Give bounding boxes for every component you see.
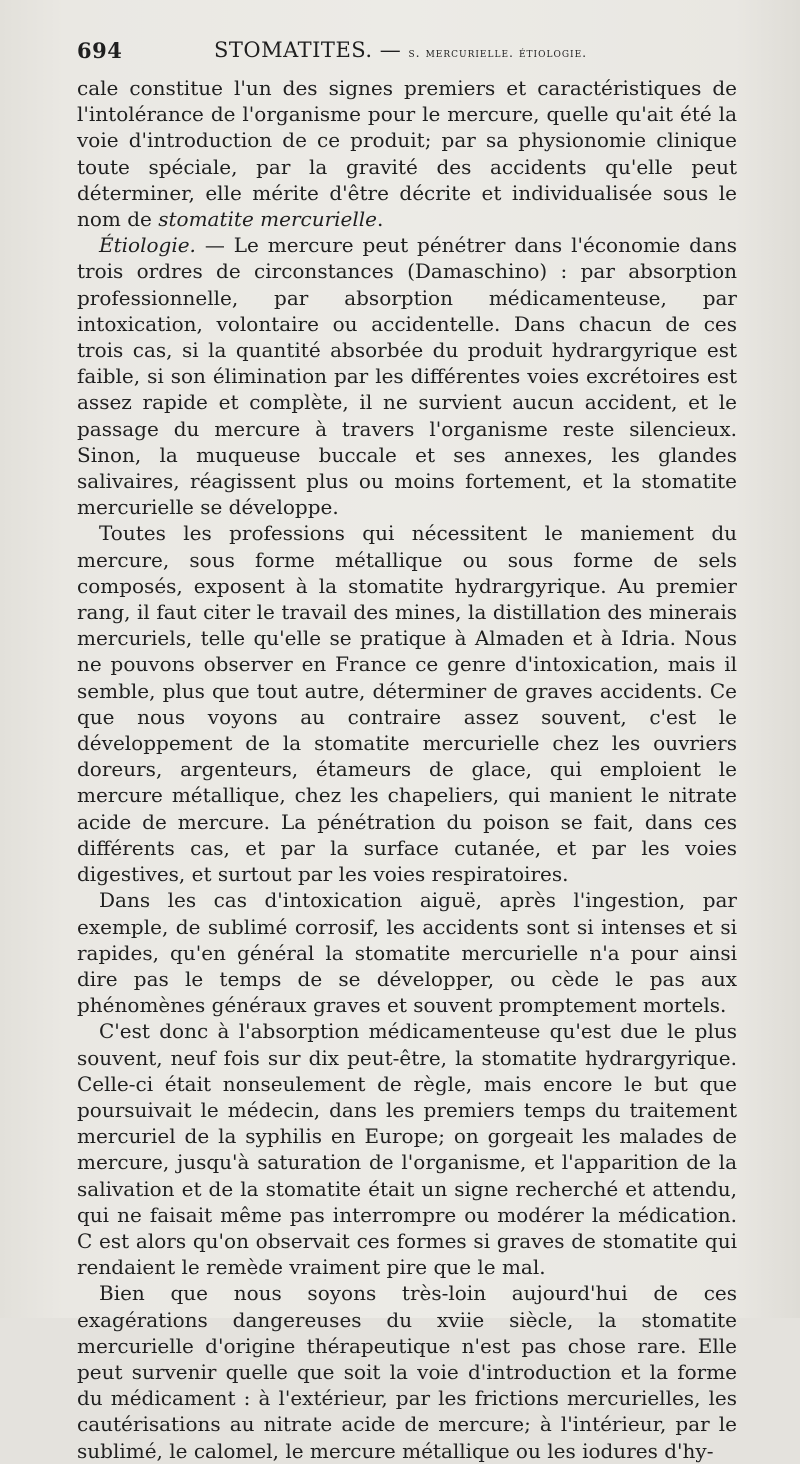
paragraph-1 — [77, 75, 737, 232]
running-head — [214, 38, 587, 62]
paragraph-6: Bien que nous soyons très-loin aujourd'hui de ces exagérations dangereuses du xviie siècle, la stomatite mercurielle d'origine thérapeutique n'est pas chose rare. Elle peut survenir quelle que soit la voie d'introduction et la forme du médicament : à l'extérieur, par les frictions mercurielles, les cautérisations au nitrate acide de mercure; à l'intérieur, par le sublimé, le calomel, le mercure métallique ou les iodures d'hy- — [77, 1281, 737, 1463]
paragraph-5: C'est donc à l'absorption médicamenteuse qu'est due le plus souvent, neuf fois sur dix peut-être, la stomatite hydrargyrique. Celle-ci était nonseulement de règle, mais encore le but que poursuivait le médecin, dans les premiers temps du traitement mercuriel de la syphilis en Europe; on gorgeait les malades de mercure, jusqu'à saturation de l'organisme, et l'apparition de la salivation et de la stomatite était un signe recherché et attendu, qui ne faisait même pas interrompre ou modérer la médication. C est alors qu'on observait ces formes si graves de stomatite qui rendaient le remède vraiment pire que le mal. — [77, 1019, 737, 1280]
paragraph-2-text: — Le mercure peut pénétrer dans l'économie dans trois ordres de circonstances (Damaschino) : par absorption professionnelle, par absorption médicamenteuse, par intoxication, volontaire ou accidentelle. Dans chacun de ces trois cas, si la quantité absorbée du produit hydrargyrique est faible, si son élimination par les différentes voies excrétoires est assez rapide et complète, il ne survient aucun accident, et le passage du mercure à travers l'organisme reste silencieux. Sinon, la muqueuse buccale et ses annexes, les glandes salivaires, réagissent plus ou moins fortement, et la stomatite mercurielle se développe. — [77, 233, 737, 520]
paragraph-1-tail: . — [377, 207, 384, 232]
paragraph-4: Dans les cas d'intoxication aiguë, après l'ingestion, par exemple, de sublimé corrosif, les accidents sont si intenses et si rapides, qu'en général la stomatite mercurielle n'a pour ainsi dire pas le temps de se développer, ou cède le pas aux phénomènes généraux graves et souvent promptement mortels. — [77, 888, 737, 1018]
running-head-separator: — — [372, 38, 409, 62]
paragraph-2 — [77, 232, 737, 520]
paragraph-1-italic: stomatite mercurielle — [158, 207, 378, 232]
body-text — [77, 75, 737, 1464]
paragraph-1-text: cale constitue l'un des signes premiers et caractéristiques de l'intolérance de l'organisme pour le mercure, quelle qu'ait été la voie d'introduction de ce produit; par sa physionomie clinique toute spéciale, par la gravité des accidents qu'elle peut déterminer, elle mérite d'être décrite et individualisée sous le nom de — [77, 76, 737, 232]
paragraph-3: Toutes les professions qui nécessitent le maniement du mercure, sous forme métallique ou sous forme de sels composés, exposent à la stomatite hydrargyrique. Au premier rang, il faut citer le travail des mines, la distillation des minerais mercuriels, telle qu'elle se pratique à Almaden et à Idria. Nous ne pouvons observer en France ce genre d'intoxication, mais il semble, plus que tout autre, déterminer de graves accidents. Ce que nous voyons au contraire assez souvent, c'est le développement de la stomatite mercurielle chez les ouvriers doreurs, argenteurs, étameurs de glace, qui emploient le mercure métallique, chez les chapeliers, qui manient le nitrate acide de mercure. La pénétration du poison se fait, dans ces différents cas, et par la surface cutanée, et par les voies digestives, et surtout par les voies respiratoires. — [77, 521, 737, 887]
page-number: 694 — [77, 38, 123, 63]
running-head-title: STOMATITES. — [214, 38, 373, 62]
page-header — [77, 38, 737, 72]
paragraph-2-heading: Étiologie. — [99, 233, 196, 258]
running-head-section: s. mercurielle. étiologie. — [408, 45, 588, 60]
